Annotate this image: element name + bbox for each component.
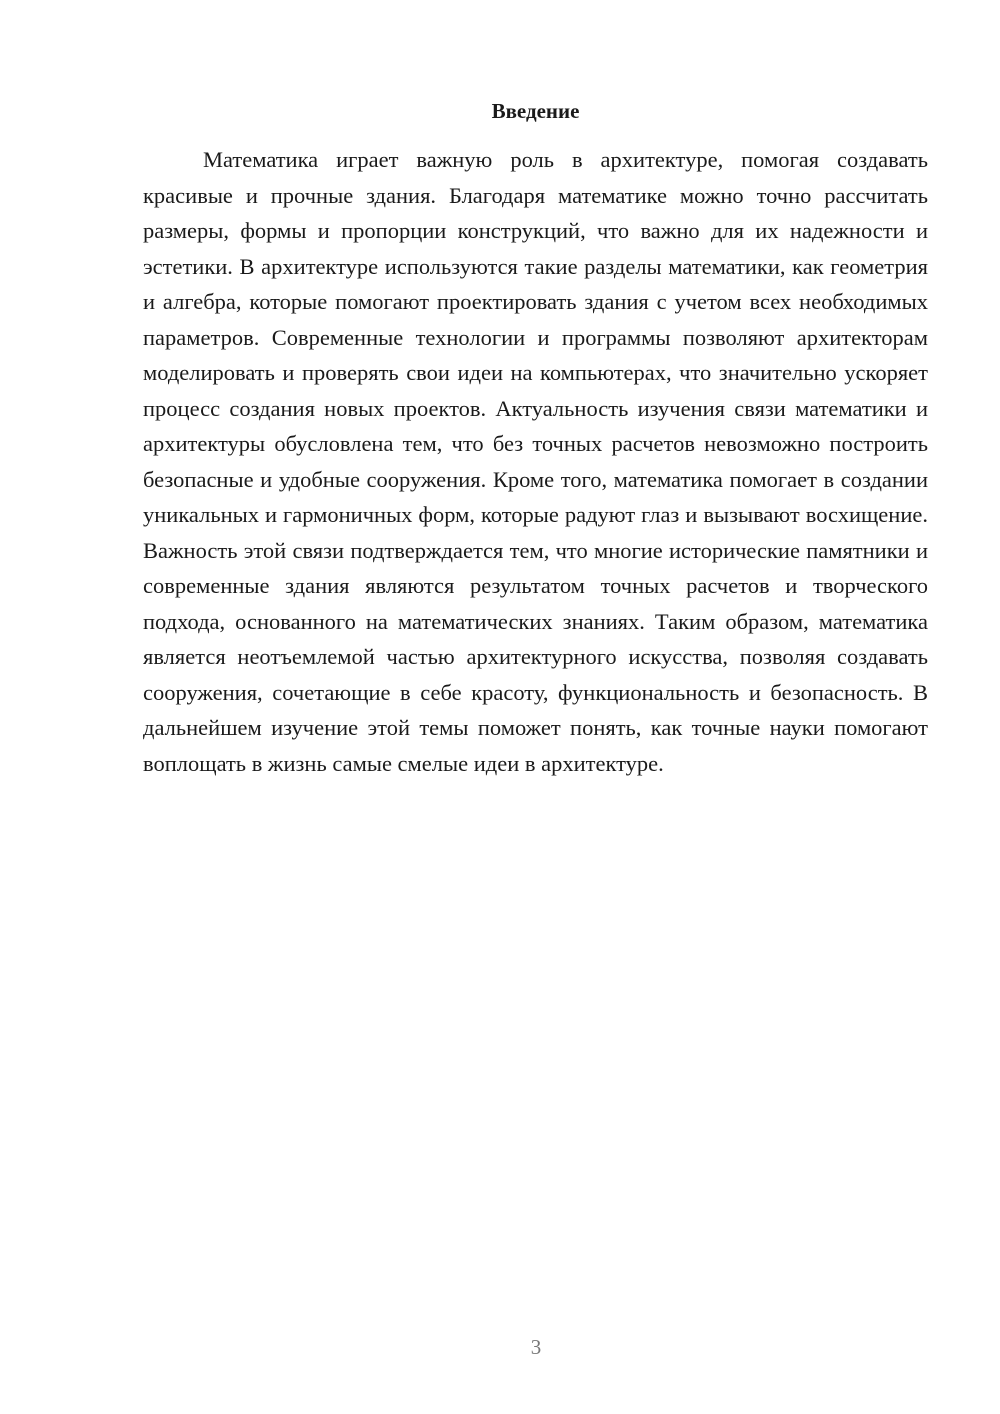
page-number: 3 — [530, 1335, 542, 1359]
body-paragraph: Математика играет важную роль в архитектуре, помогая создавать красивые и прочные здания. Благодаря математике можно точно рассчитать размеры, формы и пропорции конструкций, что важно для их надежности и эстетики. В архитектуре используются такие разделы математики, как геометрия и алгебра, которые помогают проектировать здания с учетом всех необходимых параметров. Современные технологии и программы позволяют архитекторам моделировать и проверять свои идеи на компьютерах, что значительно ускоряет процесс создания новых проектов. Актуальность изучения связи математики и архитектуры обусловлена тем, что без точных расчетов невозможно построить безопасные и удобные сооружения. Кроме того, математика помогает в создании уникальных и гармоничных форм, которые радуют глаз и вызывают восхищение. Важность этой связи подтверждается тем, что многие исторические памятники и современные здания являются результатом точных расчетов и творческого подхода, основанного на математических знаниях. Таким образом, математика является неотъемлемой частью архитектурного искусства, позволяя создавать сооружения, сочетающие в себе красоту, функциональность и безопасность. В дальнейшем изучение этой темы поможет понять, как точные науки помогают воплощать в жизнь самые смелые идеи в архитектуре. — [143, 147, 928, 776]
section-heading: Введение — [491, 99, 580, 123]
